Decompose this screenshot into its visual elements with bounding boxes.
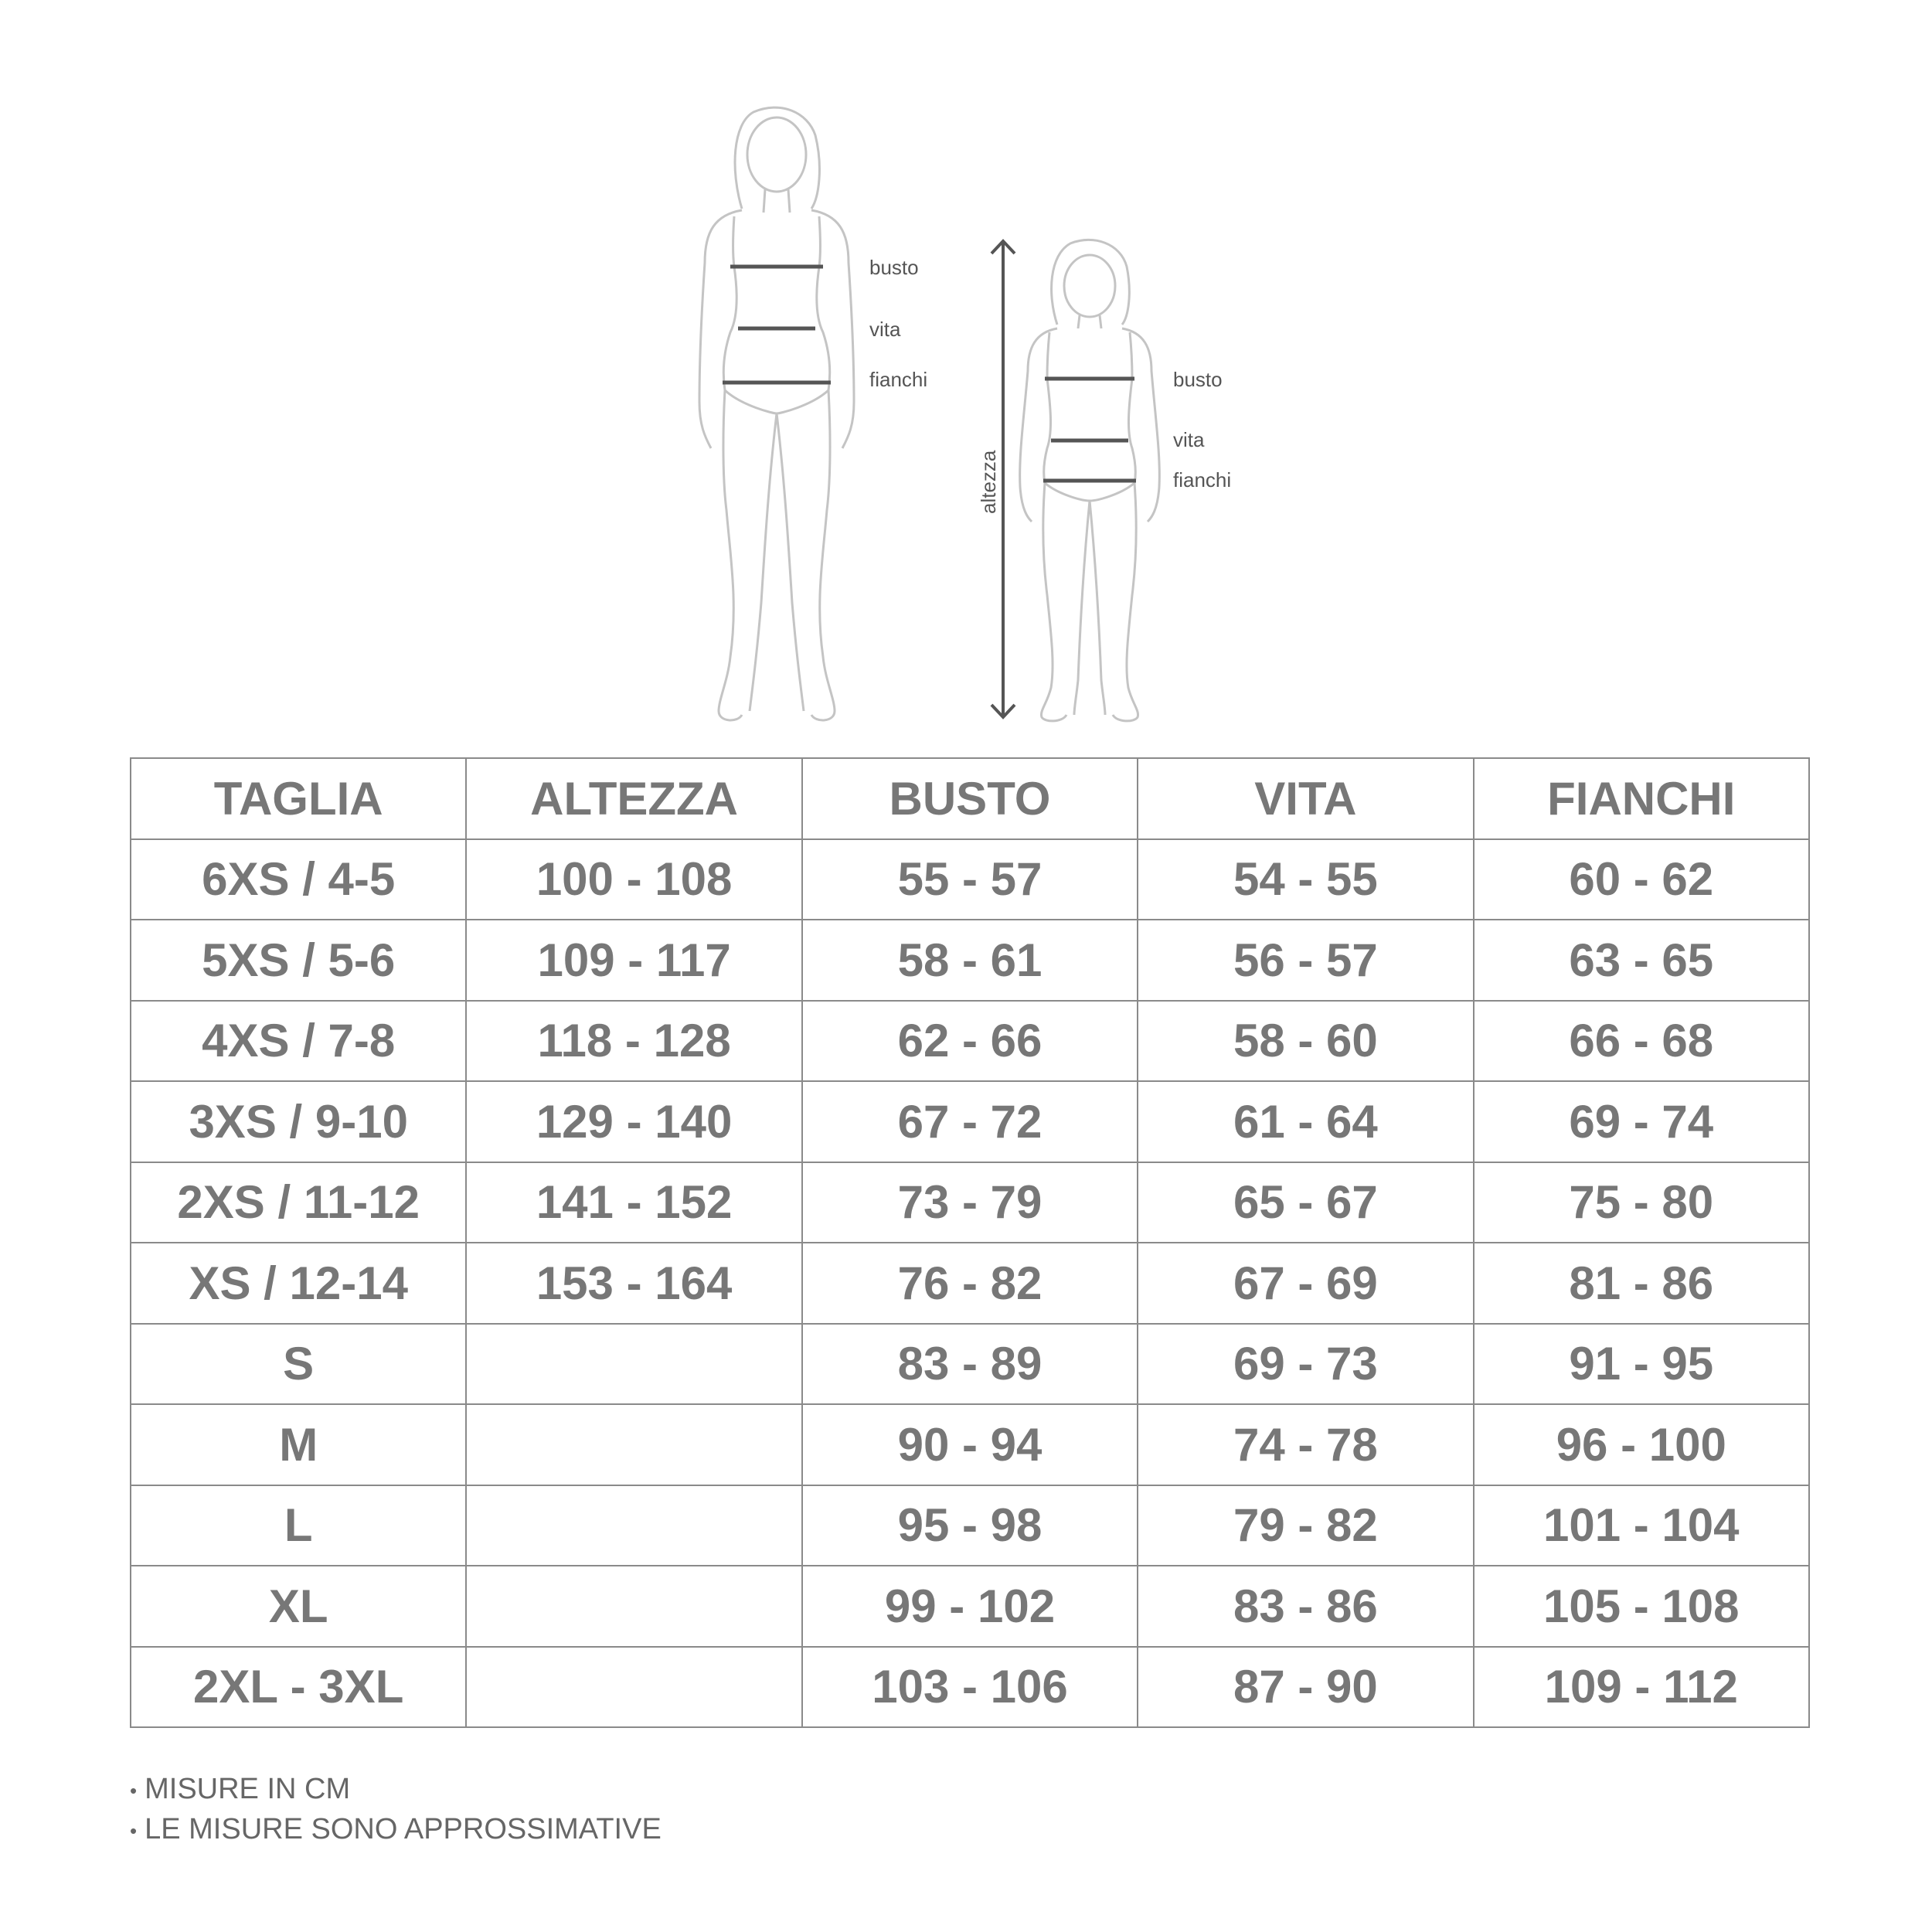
cell-size: 2XL - 3XL [131,1647,466,1728]
header-height: ALTEZZA [466,758,801,839]
cell-bust: 55 - 57 [802,839,1138,920]
header-bust: BUSTO [802,758,1138,839]
cell-waist: 69 - 73 [1138,1324,1473,1405]
cell-height: 118 - 128 [466,1001,801,1082]
cell-waist: 61 - 64 [1138,1081,1473,1162]
cell-waist: 87 - 90 [1138,1647,1473,1728]
header-hips: FIANCHI [1474,758,1809,839]
height-label: altezza [977,450,1000,514]
cell-waist: 58 - 60 [1138,1001,1473,1082]
child-measure-lines [1043,379,1136,481]
cell-bust: 83 - 89 [802,1324,1138,1405]
table-row [131,1081,1809,1162]
adult-figure [699,107,854,720]
note-item [130,1770,662,1810]
cell-bust: 67 - 72 [802,1081,1138,1162]
table-row [131,1001,1809,1082]
size-chart-table [130,757,1810,1728]
cell-height [466,1566,801,1647]
cell-height: 153 - 164 [466,1243,801,1324]
adult-label-waist: vita [869,318,901,341]
child-label-waist: vita [1173,428,1205,451]
cell-hips: 69 - 74 [1474,1081,1809,1162]
cell-waist: 56 - 57 [1138,920,1473,1001]
cell-hips: 66 - 68 [1474,1001,1809,1082]
cell-height [466,1404,801,1485]
note-item [130,1810,662,1850]
adult-label-hips: fianchi [869,368,928,391]
child-label-bust: busto [1173,368,1223,391]
cell-hips: 109 - 112 [1474,1647,1809,1728]
cell-size: 2XS / 11-12 [131,1162,466,1243]
cell-waist: 54 - 55 [1138,839,1473,920]
cell-bust: 76 - 82 [802,1243,1138,1324]
cell-bust: 73 - 79 [802,1162,1138,1243]
adult-label-bust: busto [869,256,919,279]
cell-bust: 62 - 66 [802,1001,1138,1082]
note-text: MISURE IN CM [145,1773,351,1805]
cell-height: 109 - 117 [466,920,801,1001]
bullet-icon: • [130,1818,138,1842]
cell-bust: 90 - 94 [802,1404,1138,1485]
cell-bust: 103 - 106 [802,1647,1138,1728]
notes [130,1770,662,1850]
cell-height [466,1485,801,1566]
cell-hips: 75 - 80 [1474,1162,1809,1243]
table-header-row [131,758,1809,839]
cell-waist: 74 - 78 [1138,1404,1473,1485]
cell-size: 4XS / 7-8 [131,1001,466,1082]
cell-bust: 58 - 61 [802,920,1138,1001]
table-row [131,1485,1809,1566]
cell-height: 100 - 108 [466,839,801,920]
cell-waist: 67 - 69 [1138,1243,1473,1324]
cell-size: 3XS / 9-10 [131,1081,466,1162]
cell-bust: 99 - 102 [802,1566,1138,1647]
note-text: LE MISURE SONO APPROSSIMATIVE [145,1812,662,1845]
table-row [131,1404,1809,1485]
table-row [131,1243,1809,1324]
cell-hips: 63 - 65 [1474,920,1809,1001]
bullet-icon: • [130,1778,138,1802]
cell-hips: 91 - 95 [1474,1324,1809,1405]
adult-measure-lines [723,267,831,383]
table-row [131,839,1809,920]
table-row [131,920,1809,1001]
cell-height [466,1647,801,1728]
cell-hips: 81 - 86 [1474,1243,1809,1324]
cell-waist: 65 - 67 [1138,1162,1473,1243]
body-measurement-figures [0,0,1932,742]
cell-size: 6XS / 4-5 [131,839,466,920]
cell-waist: 83 - 86 [1138,1566,1473,1647]
cell-height: 141 - 152 [466,1162,801,1243]
cell-height: 129 - 140 [466,1081,801,1162]
header-waist: VITA [1138,758,1473,839]
table-row [131,1566,1809,1647]
table-row [131,1162,1809,1243]
table-row [131,1647,1809,1728]
cell-hips: 101 - 104 [1474,1485,1809,1566]
cell-hips: 60 - 62 [1474,839,1809,920]
cell-height [466,1324,801,1405]
cell-size: XS / 12-14 [131,1243,466,1324]
cell-bust: 95 - 98 [802,1485,1138,1566]
cell-hips: 96 - 100 [1474,1404,1809,1485]
cell-size: L [131,1485,466,1566]
cell-size: 5XS / 5-6 [131,920,466,1001]
header-size: TAGLIA [131,758,466,839]
size-table-body [131,839,1809,1728]
child-label-hips: fianchi [1173,468,1232,492]
cell-waist: 79 - 82 [1138,1485,1473,1566]
cell-size: XL [131,1566,466,1647]
cell-hips: 105 - 108 [1474,1566,1809,1647]
table-row [131,1324,1809,1405]
cell-size: M [131,1404,466,1485]
cell-size: S [131,1324,466,1405]
